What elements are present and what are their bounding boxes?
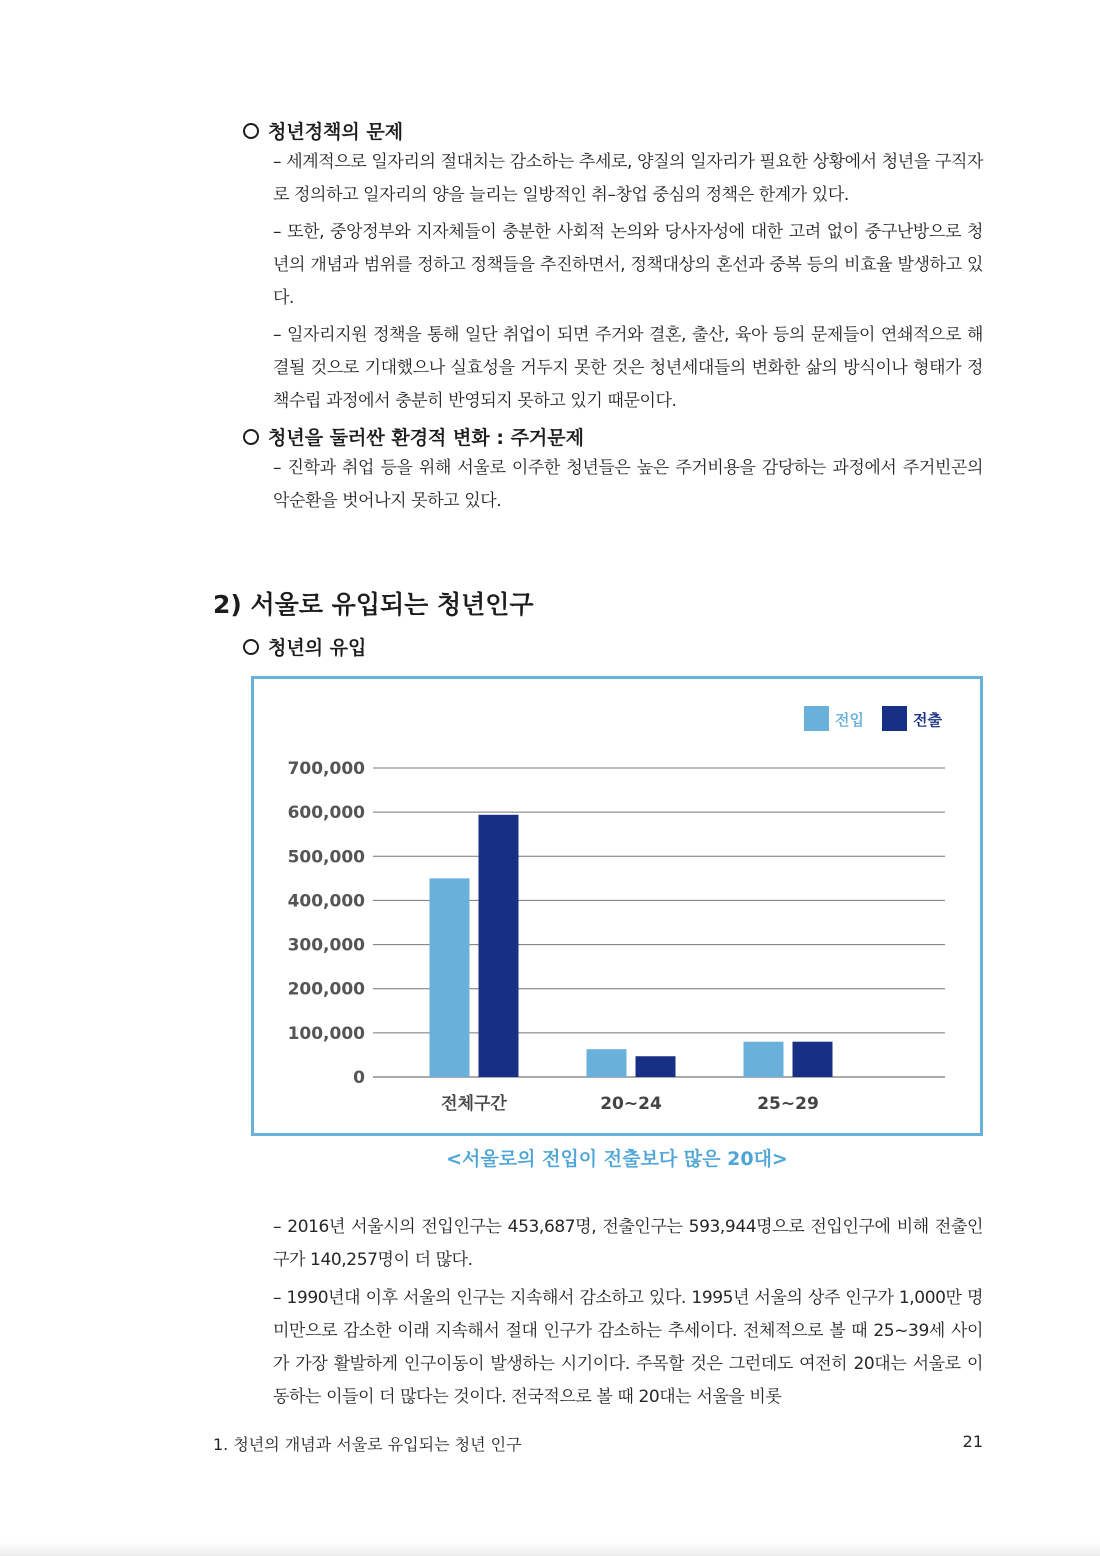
y-tick-label: 200,000 <box>287 979 365 1000</box>
chart-frame <box>251 676 983 1136</box>
chart-caption: <서울로의 전입이 전출보다 많은 20대> <box>446 1148 788 1170</box>
paragraph: – 또한, 중앙정부와 지자체들이 충분한 사회적 논의와 당사자성에 대한 고려 없이 중구난방으로 청년의 개념과 범위를 정하고 정책들을 추진하면서, 정책대상의 혼선과 중복 등의 비효율 발생하고 있다. <box>273 222 983 308</box>
bar-전출-20~24 <box>636 1056 676 1077</box>
bar-전입-25~29 <box>744 1042 784 1077</box>
bar-전입-전체구간 <box>430 878 470 1077</box>
x-tick-label: 전체구간 <box>441 1094 507 1114</box>
section-title: 2) 서울로 유입되는 청년인구 <box>213 590 534 619</box>
paragraph: – 일자리지원 정책을 통해 일단 취업이 되면 주거와 결혼, 출산, 육아 등의 문제들이 연쇄적으로 해결될 것으로 기대했으나 실효성을 거두지 못한 것은 청년세대들의 변화한 삶의 방식이나 형태가 정책수립 과정에서 충분히 반영되지 못하고 있기 때문이다. <box>273 325 983 411</box>
footer-chapter-title: 1. 청년의 개념과 서울로 유입되는 청년 인구 <box>213 1435 522 1454</box>
paragraph: – 세계적으로 일자리의 절대치는 감소하는 추세로, 양질의 일자리가 필요한 상황에서 청년을 구직자로 정의하고 일자리의 양을 늘리는 일방적인 취–창업 중심의 정책은 한계가 있다. <box>273 152 983 205</box>
bar-chart <box>254 679 980 1133</box>
section-heading-inflow: 청년의 유입 <box>243 635 366 661</box>
paragraph: – 1990년대 이후 서울의 인구는 지속해서 감소하고 있다. 1995년 서울의 상주 인구가 1,000만 명 미만으로 감소한 이래 지속해서 절대 인구가 감소하는 추세이다. 전체적으로 볼 때 25~39세 사이가 가장 활발하게 인구이동이 발생하는 시기이다. 주목할 것은 그런데도 여전히 20대는 서울로 이동하는 이들이 더 많다는 것이다. 전국적으로 볼 때 20대는 서울을 비롯 <box>273 1288 983 1407</box>
section-heading-policy-problem: 청년정책의 문제 <box>243 119 403 145</box>
page-number: 21 <box>962 1432 983 1451</box>
y-tick-label: 600,000 <box>287 803 365 824</box>
circle-bullet-icon <box>243 429 259 445</box>
y-tick-label: 400,000 <box>287 891 365 912</box>
page-bottom-shadow <box>0 1542 1100 1556</box>
y-tick-label: 300,000 <box>287 935 365 956</box>
section-heading-housing: 청년을 둘러싼 환경적 변화 : 주거문제 <box>243 425 584 451</box>
x-tick-label: 25~29 <box>757 1094 819 1114</box>
y-tick-label: 700,000 <box>287 759 365 779</box>
circle-bullet-icon <box>243 123 259 139</box>
bar-전출-25~29 <box>793 1042 833 1077</box>
legend-label: 전출 <box>913 711 942 729</box>
bar-전입-20~24 <box>587 1049 627 1077</box>
bar-전출-전체구간 <box>479 815 519 1077</box>
legend-label: 전입 <box>835 711 864 729</box>
legend-swatch <box>804 706 829 731</box>
y-tick-label: 0 <box>353 1068 365 1088</box>
circle-bullet-icon <box>243 639 259 655</box>
paragraph: – 진학과 취업 등을 위해 서울로 이주한 청년들은 높은 주거비용을 감당하는 과정에서 주거빈곤의 악순환을 벗어나지 못하고 있다. <box>273 458 983 511</box>
paragraph: – 2016년 서울시의 전입인구는 453,687명, 전출인구는 593,944명으로 전입인구에 비해 전출인구가 140,257명이 더 많다. <box>273 1217 983 1270</box>
y-tick-label: 500,000 <box>287 847 365 868</box>
x-tick-label: 20~24 <box>600 1094 662 1114</box>
y-tick-label: 100,000 <box>287 1023 365 1044</box>
legend-swatch <box>882 706 907 731</box>
